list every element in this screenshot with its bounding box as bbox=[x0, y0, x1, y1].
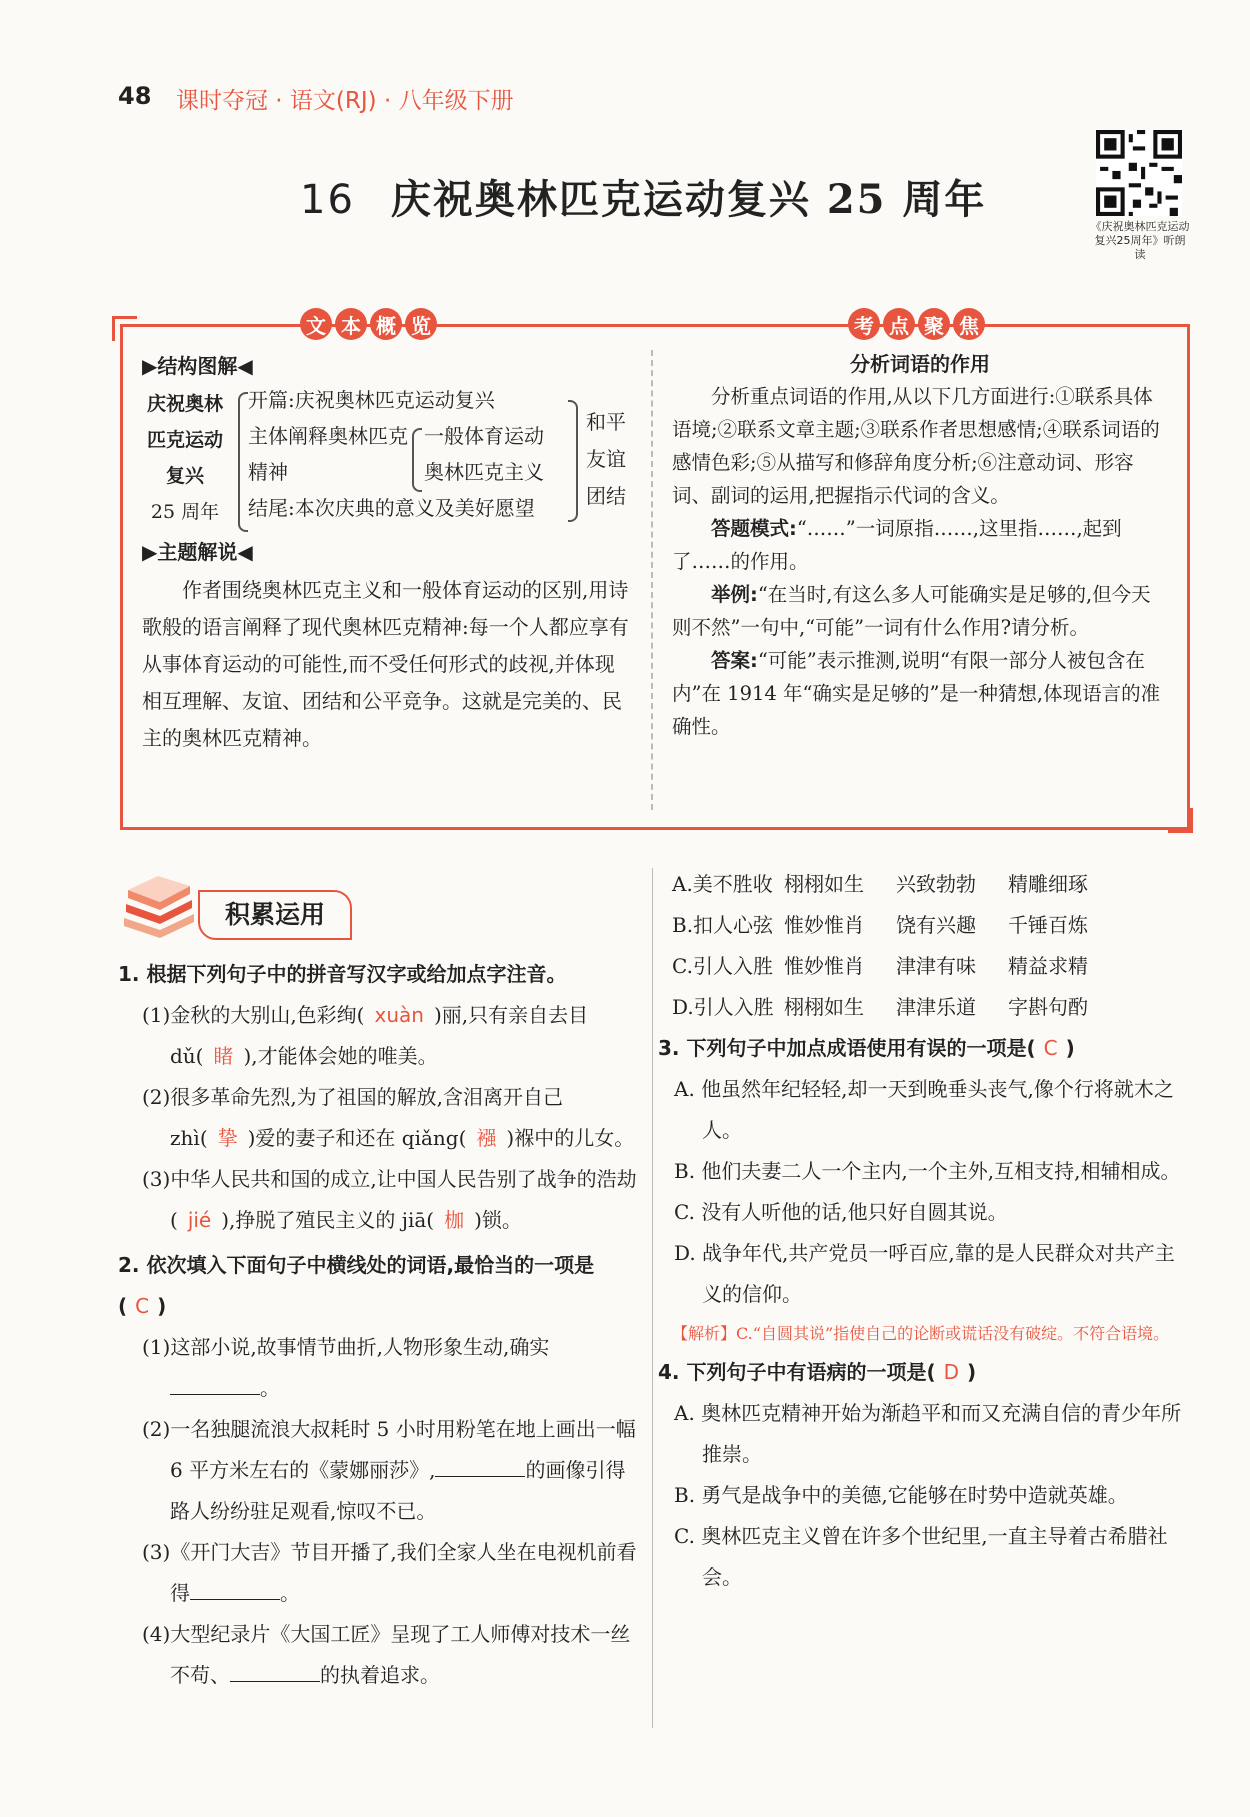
focus-example: 举例:“在当时,有这么多人可能确实是足够的,但今天则不然”一句中,“可能”一词有什么作用?请分析。 bbox=[672, 583, 1151, 639]
focus-text bbox=[672, 380, 1166, 743]
page-number: 48 bbox=[118, 82, 152, 110]
q2-sentence-4: (4)大型纪录片《大国工匠》呈现了工人师傅对技术一丝不苟、 的执着追求。 bbox=[142, 1622, 631, 1687]
q2-options bbox=[658, 864, 1192, 1598]
q2-option-a[interactable]: A.美不胜收 栩栩如生 兴致勃勃 精雕细琢 bbox=[672, 872, 1088, 896]
blank-line[interactable] bbox=[230, 1661, 320, 1682]
q2-sentence-3: (3)《开门大吉》节目开播了,我们全家人坐在电视机前看得 。 bbox=[142, 1540, 637, 1605]
q4-option-a[interactable]: A. 奥林匹克精神开始为渐趋平和而又充满自信的青少年所推崇。 bbox=[674, 1401, 1182, 1466]
column-divider bbox=[652, 868, 653, 1728]
q2-sentence-1: (1)这部小说,故事情节曲折,人物形象生动,确实。 bbox=[142, 1335, 550, 1400]
q2-stem: 2. 依次填入下面句子中横线处的词语,最恰当的一项是( C ) bbox=[118, 1253, 595, 1318]
frame-corner-ornament bbox=[1168, 808, 1193, 833]
q1-stem: 1. 根据下列句子中的拼音写汉字或给加点字注音。 bbox=[118, 962, 567, 986]
q3-option-a[interactable]: A. 他虽然年纪轻轻,却一天到晚垂头丧气,像个行将就木之人。 bbox=[674, 1077, 1174, 1142]
sub-line-olympism: 奥林匹克主义 bbox=[424, 460, 544, 484]
q2-option-d[interactable]: D.引人入胜 栩栩如生 津津乐道 字斟句酌 bbox=[672, 995, 1088, 1019]
q3-stem: 3. 下列句子中加点成语使用有误的一项是( C ) bbox=[658, 1036, 1075, 1060]
q3-option-c[interactable]: C. 没有人听他的话,他只好自圆其说。 bbox=[674, 1200, 1008, 1224]
section-title: 积累运用 bbox=[198, 890, 352, 940]
focus-heading: 分析词语的作用 bbox=[850, 352, 990, 376]
theme-text: 作者围绕奥林匹克主义和一般体育运动的区别,用诗歌般的语言阐释了现代奥林匹克精神:每一个人都应享有从事体育运动的可能性,而不受任何形式的歧视,并体现相互理解、友谊、团结和公平竞争。这就是完美的、民主的奥林匹克精神。 bbox=[142, 578, 629, 750]
q3-explanation: 【解析】C.“自圆其说”指使自己的论断或谎话没有破绽。不符合语境。 bbox=[672, 1324, 1170, 1343]
q1-item-2: (2)很多革命先烈,为了祖国的解放,含泪离开自己 zhì( 挚 )爱的妻子和还在 qiǎng( 襁 )褓中的儿女。 bbox=[142, 1085, 635, 1150]
q1-item-1: (1)金秋的大别山,色彩绚( xuàn )丽,只有亲自去目 dǔ( 睹 ),才能体会她的唯美。 bbox=[142, 1003, 589, 1068]
structure-line-spirit: 精神 bbox=[248, 460, 288, 484]
books-icon bbox=[120, 868, 198, 940]
q2-option-b[interactable]: B.扣人心弦 惟妙惟肖 饶有兴趣 千锤百炼 bbox=[672, 913, 1088, 937]
q3-option-d[interactable]: D. 战争年代,共产党员一呼百应,靠的是人民群众对共产主义的信仰。 bbox=[674, 1241, 1175, 1306]
overview-tag: 文 本 概 览 bbox=[300, 308, 437, 342]
q4-option-b[interactable]: B. 勇气是战争中的美德,它能够在时势中造就英雄。 bbox=[674, 1483, 1128, 1507]
column-divider bbox=[651, 350, 653, 810]
series-title: 课时夺冠 · 语文(RJ) · 八年级下册 bbox=[176, 88, 514, 114]
theme-heading: ▶主题解说◀ bbox=[142, 540, 253, 564]
q1-item-3: (3)中华人民共和国的成立,让中国人民告别了战争的浩劫( jié ),挣脱了殖民主义的 jiā( 枷 )锁。 bbox=[142, 1167, 637, 1232]
lesson-number: 16 bbox=[300, 177, 355, 223]
structure-line-opening: 开篇:庆祝奥林匹克运动复兴 bbox=[248, 388, 495, 412]
lesson-title-text: 庆祝奥林匹克运动复兴 25 周年 bbox=[390, 176, 987, 223]
frame-corner-ornament bbox=[112, 316, 137, 341]
q4-stem: 4. 下列句子中有语病的一项是( D ) bbox=[658, 1360, 977, 1384]
q2-option-c[interactable]: C.引人入胜 惟妙惟肖 津津有味 精益求精 bbox=[672, 954, 1088, 978]
blank-line[interactable] bbox=[170, 1374, 260, 1395]
sub-line-sport: 一般体育运动 bbox=[424, 424, 544, 448]
focus-intro: 分析重点词语的作用,从以下几方面进行:①联系具体语境;②联系文章主题;③联系作者思想感情;④联系词语的感情色彩;⑤从描写和修辞角度分析;⑥注意动词、形容词、副词的运用,把握指示代词的含义。 bbox=[672, 385, 1160, 507]
question-1 bbox=[118, 954, 638, 1696]
structure-bracket bbox=[238, 392, 248, 532]
q2-sentence-2: (2)一名独腿流浪大叔耗时 5 小时用粉笔在地上画出一幅 6 平方米左右的《蒙娜丽莎》, 的画像引得路人纷纷驻足观看,惊叹不已。 bbox=[142, 1417, 636, 1523]
blank-line[interactable] bbox=[190, 1579, 280, 1600]
structure-line-ending: 结尾:本次庆典的意义及美好愿望 bbox=[248, 496, 535, 520]
values-bracket bbox=[568, 400, 578, 522]
qr-caption: 《庆祝奥林匹克运动复兴25周年》听朗读 bbox=[1090, 220, 1190, 261]
structure-line-body: 主体阐释奥林匹克 bbox=[248, 424, 408, 448]
focus-mode: 答题模式:“……”一词原指……,这里指……,起到了……的作用。 bbox=[672, 517, 1122, 573]
sub-bracket bbox=[412, 428, 422, 492]
values-list: 和平 友谊 团结 bbox=[586, 410, 626, 508]
structure-root-label: 庆祝奥林 匹克运动 复兴 25 周年 bbox=[146, 393, 223, 523]
q4-option-c[interactable]: C. 奥林匹克主义曾在许多个世纪里,一直主导着古希腊社会。 bbox=[674, 1524, 1168, 1589]
focus-tag: 考 点 聚 焦 bbox=[848, 308, 985, 342]
blank-line[interactable] bbox=[435, 1456, 525, 1477]
focus-answer: 答案:“可能”表示推测,说明“有限一部分人被包含在内”在 1914 年“确实是足够的”是一种猜想,体现语言的准确性。 bbox=[672, 649, 1161, 738]
lesson-title bbox=[300, 168, 986, 225]
qr-code-icon[interactable] bbox=[1096, 130, 1182, 216]
q3-option-b[interactable]: B. 他们夫妻二人一个主内,一个主外,互相支持,相辅相成。 bbox=[674, 1159, 1181, 1183]
structure-heading: ▶结构图解◀ bbox=[142, 354, 253, 378]
